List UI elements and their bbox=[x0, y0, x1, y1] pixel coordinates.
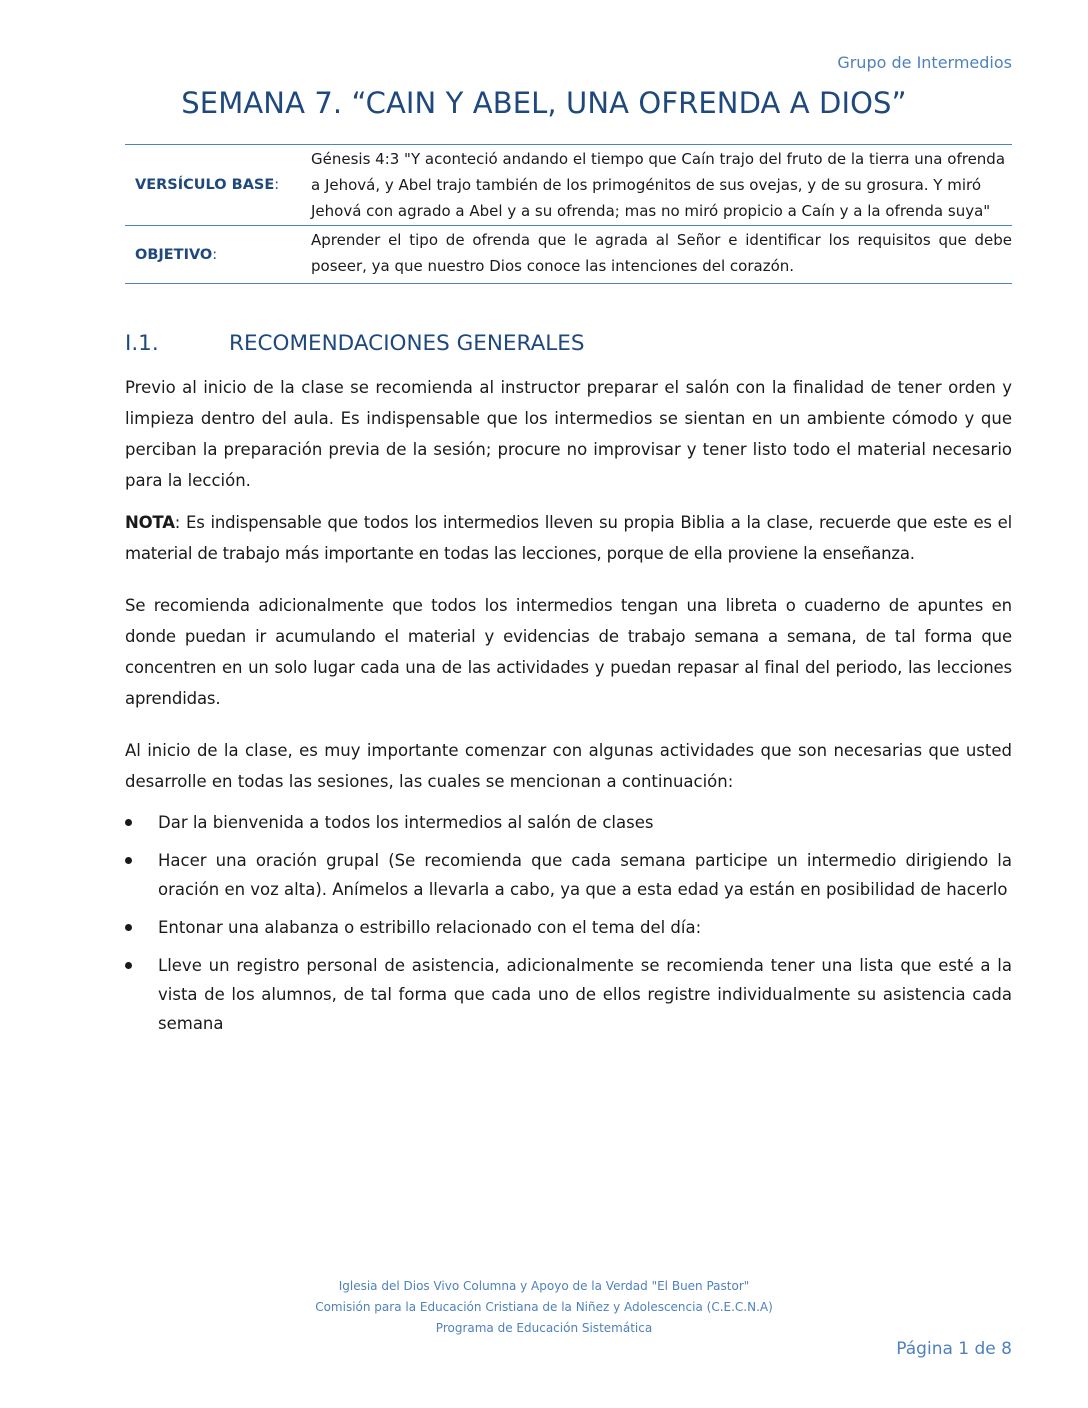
objective-row bbox=[125, 225, 1012, 283]
page-number: Página 1 de 8 bbox=[896, 1339, 1012, 1359]
footer-church: Iglesia del Dios Vivo Columna y Apoyo de la Verdad "El Buen Pastor" bbox=[338, 1279, 750, 1293]
notebook-paragraph: Se recomienda adicionalmente que todos los intermedios tengan una libreta o cuaderno de apuntes en donde puedan ir acumulando el material y evidencias de trabajo semana a semana, de tal forma que concentren en un solo lugar cada una de las actividades y puedan repasar al final del periodo, las lecciones aprendidas. bbox=[125, 596, 1012, 708]
note-text: : Es indispensable que todos los intermedios lleven su propia Biblia a la clase, recuerde que este es el material de trabajo más importante en todas las lecciones, porque de ella proviene la enseñanza. bbox=[125, 513, 1012, 563]
intro-paragraph: Previo al inicio de la clase se recomienda al instructor preparar el salón con la finalidad de tener orden y limpieza dentro del aula. Es indispensable que los intermedios se sientan en un ambiente cómodo y que perciban la preparación previa de la sesión; procure no improvisar y tener listo todo el material necesario para la lección. bbox=[125, 378, 1012, 490]
bullet-list-block bbox=[125, 808, 1012, 1047]
intro-block bbox=[125, 372, 1012, 496]
info-table bbox=[125, 144, 1012, 284]
list-item-text: Lleve un registro personal de asistencia, adicionalmente se recomienda tener una lista que esté a la vista de los alumnos, de tal forma que cada uno de ellos registre individualmente su asistencia cada semana bbox=[158, 956, 1012, 1033]
verse-label bbox=[125, 145, 311, 225]
verse-label-colon: : bbox=[274, 177, 280, 193]
verse-row bbox=[125, 145, 1012, 225]
bullet-icon bbox=[125, 819, 132, 826]
activities-intro-paragraph: Al inicio de la clase, es muy importante comenzar con algunas actividades que son necesarias que usted desarrolle en todas las sesiones, las cuales se mencionan a continuación: bbox=[125, 741, 1012, 791]
group-label: Grupo de Intermedios bbox=[837, 53, 1012, 72]
list-item bbox=[125, 808, 1012, 837]
activity-list bbox=[125, 808, 1012, 1038]
note-paragraph bbox=[125, 507, 1012, 569]
objective-label bbox=[125, 226, 311, 283]
verse-text: Génesis 4:3 "Y aconteció andando el tiempo que Caín trajo del fruto de la tierra una ofrenda a Jehová, y Abel trajo también de los primogénitos de sus ovejas, y de su grosura. Y miró Jehová con agrado a Abel y a su ofrenda; mas no miró propicio a Caín y a la ofrenda suya" bbox=[311, 150, 1006, 220]
section-heading bbox=[125, 331, 1012, 356]
footer-commission: Comisión para la Educación Cristiana de la Niñez y Adolescencia (C.E.C.N.A) bbox=[315, 1300, 773, 1314]
footer-program: Programa de Educación Sistemática bbox=[435, 1321, 653, 1335]
note-block bbox=[125, 507, 1012, 569]
section-title: RECOMENDACIONES GENERALES bbox=[229, 331, 585, 356]
verse-label-text: VERSÍCULO BASE bbox=[135, 177, 275, 193]
page-title: SEMANA 7. “CAIN Y ABEL, UNA OFRENDA A DIOS” bbox=[181, 86, 907, 120]
bullet-icon bbox=[125, 924, 132, 931]
bullet-icon bbox=[125, 962, 132, 969]
list-item bbox=[125, 846, 1012, 904]
list-item bbox=[125, 913, 1012, 942]
page-footer bbox=[0, 1276, 1088, 1339]
list-item-text: Entonar una alabanza o estribillo relacionado con el tema del día: bbox=[158, 918, 702, 937]
objective-label-colon: : bbox=[212, 246, 218, 263]
section-number: I.1. bbox=[125, 331, 159, 356]
objective-label-text: OBJETIVO bbox=[135, 246, 213, 263]
list-item-text: Hacer una oración grupal (Se recomienda que cada semana participe un intermedio dirigiendo la oración en voz alta). Anímelos a llevarla a cabo, ya que a esta edad ya están en posibilidad de hacerlo bbox=[158, 851, 1012, 899]
note-lead: NOTA bbox=[125, 513, 175, 532]
bullet-icon bbox=[125, 857, 132, 864]
objective-text: Aprender el tipo de ofrenda que le agrada al Señor e identificar los requisitos que debe poseer, ya que nuestro Dios conoce las intenciones del corazón. bbox=[311, 231, 1012, 275]
notebook-block bbox=[125, 590, 1012, 714]
list-item-text: Dar la bienvenida a todos los intermedios al salón de clases bbox=[158, 813, 654, 832]
activities-block bbox=[125, 735, 1012, 797]
list-item bbox=[125, 951, 1012, 1038]
